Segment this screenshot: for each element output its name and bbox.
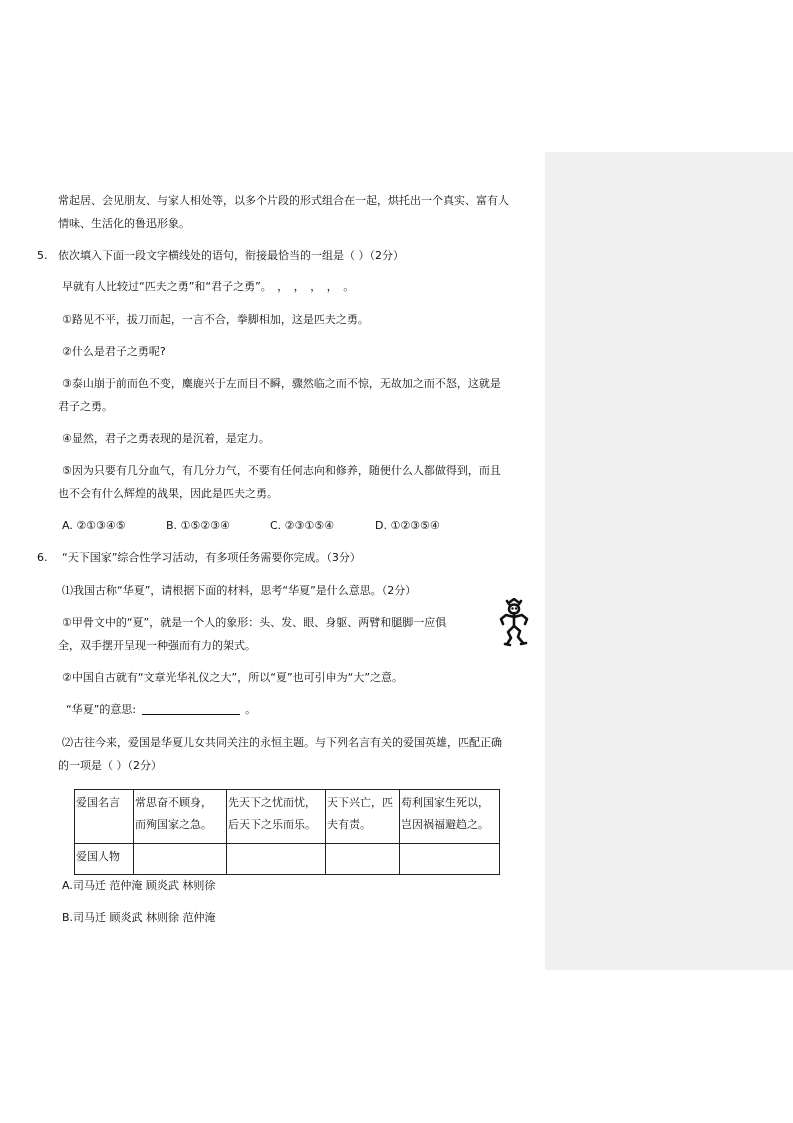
q6-part-2b: 的一项是（ ）（2分） [58, 759, 162, 772]
q5-option-d[interactable]: D. ①②③⑤④ [375, 519, 440, 532]
table-cell-person-4[interactable] [400, 844, 500, 875]
q5-sentence-3a: ③泰山崩于前而色不变，麋鹿兴于左而目不瞬，骤然临之而不惊，无故加之而不怒，这就是 [62, 377, 501, 390]
oracle-bone-xia-icon [496, 598, 532, 648]
q5-sentence-2: ②什么是君子之勇呢? [62, 345, 166, 358]
q5-option-b[interactable]: B. ①⑤②③④ [166, 519, 230, 532]
q6-material-1a: ①甲骨文中的“夏”，就是一个人的象形：头、发、眼、身躯、两臂和腿脚一应俱 [62, 616, 447, 629]
q5-number: 5. [37, 249, 48, 262]
q6-answer-blank[interactable] [142, 703, 240, 715]
table-cell-quote-2: 先天下之忧而忧， 后天下之乐而乐。 [227, 790, 326, 844]
q5-sentence-3b: 君子之勇。 [58, 400, 113, 413]
q5-option-a[interactable]: A. ②①③④⑤ [62, 519, 126, 532]
table-cell-quote-4: 苟利国家生死以， 岂因祸福避趋之。 [400, 790, 500, 844]
intro-line-2: 情味、生活化的鲁迅形象。 [58, 217, 190, 230]
table-cell-quote-3: 天下兴亡，匹 夫有责。 [326, 790, 400, 844]
q6-material-1b: 全，双手摆开呈现一种强而有力的架式。 [58, 639, 256, 652]
table-cell-person-1[interactable] [134, 844, 227, 875]
q6-option-a[interactable]: A.司马迁 范仲淹 顾炎武 林则徐 [62, 879, 216, 892]
table-row-head-people: 爱国人物 [75, 844, 134, 875]
q5-lead: 早就有人比较过“匹夫之勇”和“君子之勇”。 ， ， ， ， 。 [62, 280, 355, 293]
q5-sentence-5b: 也不会有什么辉煌的战果，因此是匹夫之勇。 [58, 487, 278, 500]
intro-line-1: 常起居、会见朋友、与家人相处等，以多个片段的形式组合在一起，烘托出一个真实、富有人 [58, 194, 509, 207]
q6-answer-prefix: “华夏”的意思: [66, 703, 137, 716]
q6-part-1: ⑴我国古称“华夏”，请根据下面的材料，思考“华夏”是什么意思。（2分） [62, 584, 417, 597]
patriot-quote-table [74, 789, 500, 875]
q5-sentence-1: ①路见不平，拔刀而起，一言不合，拳脚相加，这是匹夫之勇。 [62, 313, 369, 326]
table-cell-quote-1: 常思奋不顾身， 而殉国家之急。 [134, 790, 227, 844]
q5-sentence-5a: ⑤因为只要有几分血气，有几分力气，不要有任何志向和修养，随便什么人都做得到，而且 [62, 464, 501, 477]
q6-prompt: “天下国家”综合性学习活动，有多项任务需要你完成。（3分） [62, 551, 361, 564]
comment-pane [545, 152, 793, 970]
table-cell-person-3[interactable] [326, 844, 400, 875]
table-row [75, 790, 500, 844]
q5-sentence-4: ④显然，君子之勇表现的是沉着，是定力。 [62, 432, 270, 445]
q6-option-b[interactable]: B.司马迁 顾炎武 林则徐 范仲淹 [62, 911, 216, 924]
q5-prompt: 依次填入下面一段文字横线处的语句，衔接最恰当的一组是（ ）（2分） [58, 249, 404, 262]
table-row [75, 844, 500, 875]
table-cell-person-2[interactable] [227, 844, 326, 875]
q6-material-2: ②中国自古就有“文章光华礼仪之大”，所以“夏”也可引申为“大”之意。 [62, 671, 404, 684]
q5-option-c[interactable]: C. ②③①⑤④ [270, 519, 334, 532]
q6-number: 6. [37, 551, 48, 564]
q6-part-2a: ⑵古往今来，爱国是华夏儿女共同关注的永恒主题。与下列名言有关的爱国英雄，匹配正确 [62, 736, 502, 749]
q6-answer-line [66, 703, 256, 717]
q6-answer-suffix: 。 [245, 703, 257, 716]
table-row-head-quotes: 爱国名言 [75, 790, 134, 844]
